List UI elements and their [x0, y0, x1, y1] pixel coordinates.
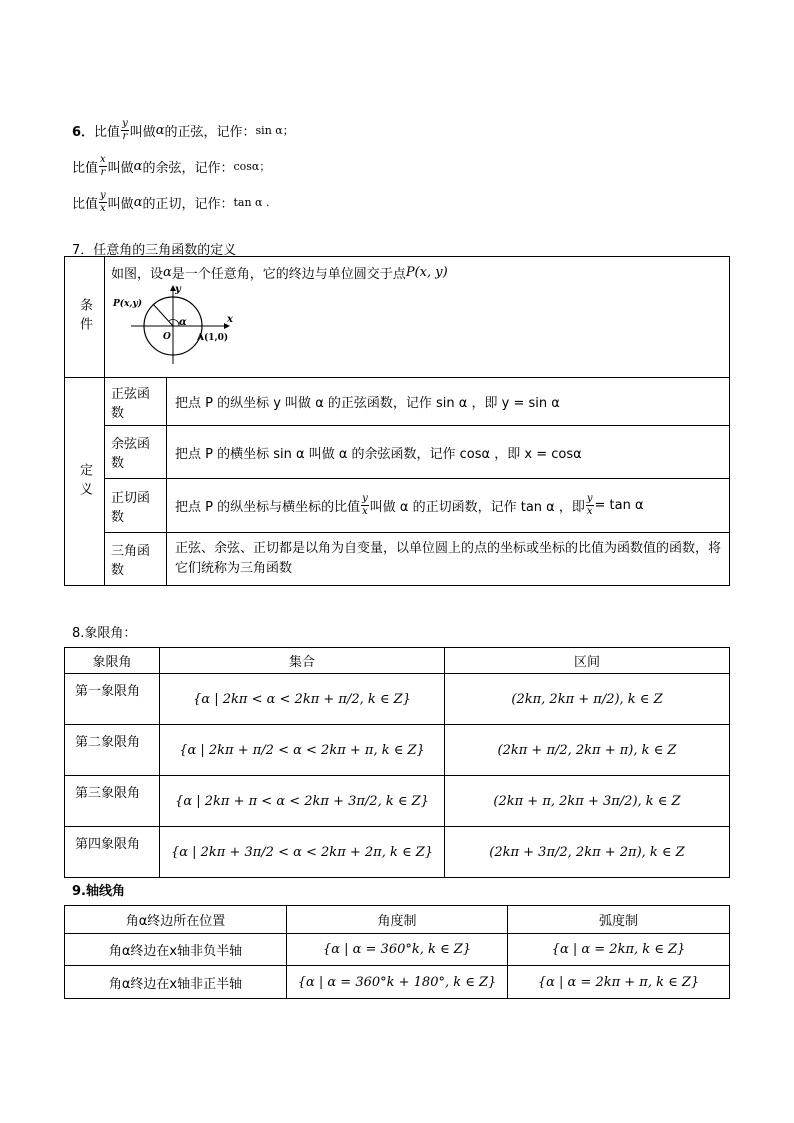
- header-interval: 区间: [573, 655, 600, 670]
- row-text-cell: [167, 533, 730, 586]
- cond-text-post: 是一个任意角，它的终边与单位圆交于点: [171, 267, 406, 282]
- quadrant-name-cell: [65, 725, 160, 776]
- axis-row-1-degree: {α | α = 360°k, k ∈ Z}: [322, 942, 472, 957]
- point-p: P(x, y): [405, 265, 448, 280]
- sec6-l3-post: 的正切，记作：: [142, 196, 234, 212]
- quadrant-1-set: {α | 2kπ < α < 2kπ + π/2, k ∈ Z}: [193, 691, 411, 707]
- row-name-tangent: 正切函数: [111, 490, 151, 525]
- cond-label-cell: [65, 257, 105, 378]
- point-a-label: A(1,0): [197, 333, 229, 343]
- sec6-l1-pre: 比值: [94, 124, 121, 140]
- alpha-symbol: α: [133, 194, 143, 210]
- sec6-line-cosine: [72, 151, 270, 181]
- axis-angle-table: [64, 905, 730, 999]
- interval-cell: [445, 827, 730, 878]
- header-set: 集合: [288, 655, 315, 670]
- radian-cell: [508, 934, 730, 966]
- position-cell: [65, 966, 287, 999]
- quadrant-2-interval: (2kπ + π/2, 2kπ + π), k ∈ Z: [497, 742, 677, 758]
- quadrant-4-interval: (2kπ + 3π/2, 2kπ + 2π), k ∈ Z: [489, 844, 685, 860]
- cond-content-cell: [105, 257, 730, 378]
- unit-circle-diagram: [111, 284, 241, 366]
- quadrant-name-cell: [65, 776, 160, 827]
- sec6-l2-pre: 比值: [72, 160, 99, 176]
- fraction-x-over-r: $\frac{x}{r}$: [100, 153, 106, 178]
- quadrant-4-name: 第四象限角: [75, 837, 141, 852]
- quadrant-2-name: 第二象限角: [75, 735, 141, 750]
- quadrant-angle-table: [64, 647, 730, 878]
- def-label: 定义: [77, 462, 92, 501]
- header-radian: 弧度制: [598, 914, 638, 929]
- alpha-symbol: α: [155, 122, 165, 138]
- quadrant-1-interval: (2kπ, 2kπ + π/2), k ∈ Z: [511, 691, 663, 707]
- x-axis-label: x: [227, 314, 233, 325]
- quadrant-3-name: 第三象限角: [75, 786, 141, 801]
- header-cell: [445, 648, 730, 674]
- sec6-l1-expr: sin α；: [255, 124, 294, 137]
- point-p-label: P(x,y): [113, 299, 143, 309]
- axis-row-1-radian: {α | α = 2kπ, k ∈ Z}: [551, 942, 686, 957]
- sec7-title: 7．任意角的三角函数的定义: [72, 243, 237, 258]
- sec6-l2-mid: 叫做: [107, 160, 134, 176]
- row-name-cell: [105, 533, 167, 586]
- set-cell: [160, 827, 445, 878]
- terminal-side: [153, 304, 173, 326]
- quadrant-3-set: {α | 2kπ + π < α < 2kπ + 3π/2, k ∈ Z}: [175, 793, 429, 809]
- interval-cell: [445, 725, 730, 776]
- sec6-l3-mid: 叫做: [107, 196, 134, 212]
- tangent-text-post: = tan α: [594, 498, 644, 513]
- set-cell: [160, 674, 445, 725]
- sec9-title: 9.轴线角: [72, 884, 125, 899]
- degree-cell: [287, 966, 508, 999]
- row-text-cell: [167, 426, 730, 479]
- fraction-y-over-x: $\frac{y}{x}$: [362, 493, 368, 517]
- radian-cell: [508, 966, 730, 999]
- quadrant-name-cell: [65, 827, 160, 878]
- sec6-line-sine: [72, 115, 294, 145]
- quadrant-name-cell: [65, 674, 160, 725]
- y-axis-label: y: [175, 284, 181, 295]
- header-cell: [160, 648, 445, 674]
- cond-label: 条件: [77, 298, 92, 336]
- sec6-l2-post: 的余弦，记作：: [142, 160, 234, 176]
- alpha-label: α: [179, 317, 187, 328]
- position-cell: [65, 934, 287, 966]
- set-cell: [160, 776, 445, 827]
- sec6-number: 6．: [72, 124, 95, 140]
- alpha-symbol: α: [163, 265, 172, 280]
- row-text-cell: [167, 479, 730, 533]
- header-cell: [508, 906, 730, 934]
- sec6-l3-expr: tan α .: [233, 195, 270, 209]
- fraction-y-over-r: $\frac{y}{r}$: [122, 117, 128, 142]
- quadrant-3-interval: (2kπ + π, 2kπ + 3π/2), k ∈ Z: [493, 793, 681, 809]
- cond-text-pre: 如图，设: [111, 267, 164, 282]
- quadrant-4-set: {α | 2kπ + 3π/2 < α < 2kπ + 2π, k ∈ Z}: [170, 844, 434, 860]
- tangent-text-mid: 叫做 α 的正切函数，记作 tan α ，即: [369, 500, 585, 515]
- sec6-line-tangent: [72, 187, 269, 217]
- def-label-cell: [65, 378, 105, 586]
- row-text-sine: 把点 P 的纵坐标 y 叫做 α 的正弦函数，记作 sin α ，即 y = sin α: [175, 396, 560, 411]
- trig-definition-table: [64, 256, 730, 586]
- fraction-y-over-x: $\frac{y}{x}$: [100, 189, 106, 214]
- quadrant-2-set: {α | 2kπ + π/2 < α < 2kπ + π, k ∈ Z}: [179, 742, 425, 758]
- axis-row-2-position: 角α终边在x轴非正半轴: [108, 976, 243, 992]
- row-name-cell: [105, 426, 167, 479]
- sec6-l2-expr: cosα；: [233, 160, 271, 173]
- interval-cell: [445, 776, 730, 827]
- header-position: 角α终边所在位置: [125, 914, 226, 929]
- header-degree: 角度制: [377, 914, 417, 929]
- row-name-cosine: 余弦函数: [111, 437, 151, 471]
- set-cell: [160, 725, 445, 776]
- row-text-trig: 正弦、余弦、正切都是以角为自变量，以单位圆上的点的坐标或坐标的比值为函数值的函数，将它们统称为三角函数: [175, 541, 722, 576]
- sec6-l1-post: 的正弦，记作：: [164, 124, 256, 140]
- sec6-l1-mid: 叫做: [129, 124, 156, 140]
- row-name-sine: 正弦函数: [111, 386, 151, 421]
- interval-cell: [445, 674, 730, 725]
- origin-label: O: [163, 332, 171, 342]
- sec6-l3-pre: 比值: [72, 196, 99, 212]
- degree-cell: [287, 934, 508, 966]
- row-name-trig: 三角函数: [111, 544, 151, 578]
- quadrant-1-name: 第一象限角: [75, 684, 141, 699]
- header-cell: [287, 906, 508, 934]
- row-text-cosine: 把点 P 的横坐标 sin α 叫做 α 的余弦函数，记作 cosα ，即 x = cosα: [175, 446, 582, 462]
- axis-row-1-position: 角α终边在x轴非负半轴: [108, 944, 243, 959]
- tangent-text-pre: 把点 P 的纵坐标与横坐标的比值: [175, 500, 361, 515]
- row-text-cell: [167, 378, 730, 426]
- sec8-title: 8.象限角：: [72, 626, 137, 641]
- row-name-cell: [105, 479, 167, 533]
- axis-row-2-degree: {α | α = 360°k + 180°, k ∈ Z}: [297, 974, 497, 990]
- alpha-symbol: α: [133, 158, 143, 174]
- header-quadrant: 象限角: [92, 655, 132, 670]
- header-cell: [65, 906, 287, 934]
- header-cell: [65, 648, 160, 674]
- fraction-y-over-x: $\frac{y}{x}$: [586, 493, 593, 517]
- axis-row-2-radian: {α | α = 2kπ + π, k ∈ Z}: [537, 974, 700, 990]
- row-name-cell: [105, 378, 167, 426]
